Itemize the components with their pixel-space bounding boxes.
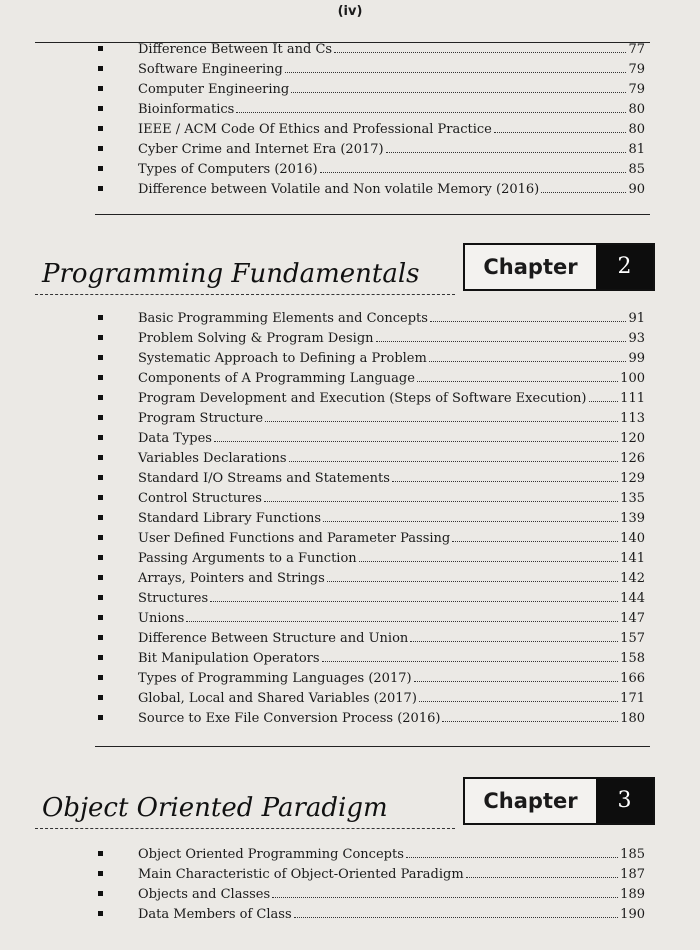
entry-page: 99 — [628, 351, 645, 366]
entry-title: Data Members of Class — [138, 907, 292, 922]
entry-title: Arrays, Pointers and Strings — [138, 571, 325, 586]
bullet-icon — [98, 871, 103, 876]
chapter-title: Object Oriented Paradigm — [42, 793, 388, 823]
entry-title: Program Structure — [138, 411, 264, 426]
bullet-icon — [98, 335, 103, 340]
entry-page: 140 — [620, 531, 645, 546]
chapter-title: Programming Fundamentals — [42, 259, 420, 289]
bullet-icon — [98, 555, 103, 560]
bullet-icon — [98, 375, 103, 380]
bullet-icon — [98, 166, 103, 171]
entry-page: 158 — [620, 651, 645, 666]
dot-leader — [417, 367, 618, 382]
toc-entry — [0, 158, 700, 178]
bullet-icon — [98, 455, 103, 460]
dot-leader — [322, 647, 619, 662]
entry-title: Components of A Programming Language — [138, 371, 415, 386]
entry-page: 190 — [620, 907, 645, 922]
entry-page: 187 — [620, 867, 645, 882]
dot-leader — [210, 587, 618, 602]
dot-leader — [289, 447, 619, 462]
toc-entry — [0, 118, 700, 138]
entry-title: Main Characteristic of Object-Oriented Paradigm — [138, 867, 464, 882]
dot-leader — [272, 883, 618, 898]
chapter-number: 2 — [596, 245, 653, 289]
dot-leader — [442, 707, 618, 722]
entry-title: Passing Arguments to a Function — [138, 551, 357, 566]
entry-page: 93 — [628, 331, 645, 346]
entry-page: 157 — [620, 631, 645, 646]
entry-page: 100 — [620, 371, 645, 386]
entry-title: Difference Between Structure and Union — [138, 631, 409, 646]
chapter-badge — [463, 243, 655, 291]
entry-page: 139 — [620, 511, 645, 526]
dot-leader — [466, 863, 619, 878]
bullet-icon — [98, 535, 103, 540]
toc-entry — [0, 667, 700, 687]
entry-page: 90 — [628, 182, 645, 197]
toc-entry — [0, 863, 700, 883]
entry-page: 80 — [628, 102, 645, 117]
entry-title: Standard Library Functions — [138, 511, 322, 526]
toc-entry — [0, 547, 700, 567]
entry-page: 113 — [620, 411, 645, 426]
toc-list-chapter-3 — [0, 843, 700, 923]
bullet-icon — [98, 911, 103, 916]
dot-leader — [386, 138, 627, 153]
entry-page: 79 — [628, 82, 645, 97]
toc-entry — [0, 507, 700, 527]
entry-title: Types of Computers (2016) — [138, 162, 318, 177]
dot-leader — [589, 387, 619, 402]
bullet-icon — [98, 851, 103, 856]
dot-leader — [359, 547, 619, 562]
dot-leader — [452, 527, 618, 542]
toc-entry — [0, 587, 700, 607]
chapter-label: Chapter — [483, 789, 578, 813]
entry-title: Objects and Classes — [138, 887, 271, 902]
section-divider — [95, 746, 650, 747]
bullet-icon — [98, 106, 103, 111]
dot-leader — [429, 347, 627, 362]
toc-list-chapter-1 — [0, 38, 700, 198]
entry-page: 180 — [620, 711, 645, 726]
entry-page: 135 — [620, 491, 645, 506]
toc-entry — [0, 607, 700, 627]
entry-title: Difference between Volatile and Non volatile Memory (2016) — [138, 182, 540, 197]
toc-entry — [0, 467, 700, 487]
entry-title: Data Types — [138, 431, 212, 446]
entry-page: 111 — [620, 391, 645, 406]
toc-entry — [0, 567, 700, 587]
toc-entry — [0, 387, 700, 407]
entry-title: Types of Programming Languages (2017) — [138, 671, 412, 686]
toc-entry — [0, 843, 700, 863]
entry-page: 147 — [620, 611, 645, 626]
entry-page: 141 — [620, 551, 645, 566]
entry-page: 80 — [628, 122, 645, 137]
entry-page: 189 — [620, 887, 645, 902]
bullet-icon — [98, 495, 103, 500]
entry-page: 126 — [620, 451, 645, 466]
entry-page: 79 — [628, 62, 645, 77]
entry-page: 81 — [628, 142, 645, 157]
entry-title: IEEE / ACM Code Of Ethics and Professional Practice — [138, 122, 492, 137]
toc-entry — [0, 347, 700, 367]
dashed-underline — [35, 828, 455, 829]
dot-leader — [186, 607, 618, 622]
dot-leader — [320, 158, 627, 173]
entry-page: 129 — [620, 471, 645, 486]
entry-page: 166 — [620, 671, 645, 686]
entry-title: Program Development and Execution (Steps of Software Execution) — [138, 391, 587, 406]
toc-entry — [0, 447, 700, 467]
bullet-icon — [98, 435, 103, 440]
bullet-icon — [98, 186, 103, 191]
entry-title: Bit Manipulation Operators — [138, 651, 320, 666]
chapter-number: 3 — [596, 779, 653, 823]
toc-entry — [0, 903, 700, 923]
dot-leader — [265, 407, 618, 422]
toc-list-chapter-2 — [0, 307, 700, 727]
dot-leader — [419, 687, 618, 702]
dot-leader — [410, 627, 618, 642]
bullet-icon — [98, 715, 103, 720]
toc-entry — [0, 687, 700, 707]
dot-leader — [494, 118, 627, 133]
dot-leader — [414, 667, 619, 682]
dashed-underline — [35, 294, 455, 295]
bullet-icon — [98, 655, 103, 660]
chapter-2-header — [0, 243, 700, 295]
bullet-icon — [98, 475, 103, 480]
entry-page: 85 — [628, 162, 645, 177]
toc-entry — [0, 407, 700, 427]
entry-title: Source to Exe File Conversion Process (2016) — [138, 711, 441, 726]
entry-title: Systematic Approach to Defining a Problem — [138, 351, 427, 366]
entry-page: 185 — [620, 847, 645, 862]
entry-title: Standard I/O Streams and Statements — [138, 471, 390, 486]
bullet-icon — [98, 126, 103, 131]
bullet-icon — [98, 355, 103, 360]
entry-page: 77 — [628, 42, 645, 57]
chapter-label: Chapter — [483, 255, 578, 279]
bullet-icon — [98, 675, 103, 680]
dot-leader — [214, 427, 618, 442]
dot-leader — [541, 178, 626, 193]
dot-leader — [430, 307, 627, 322]
toc-entry — [0, 707, 700, 727]
toc-entry — [0, 178, 700, 198]
dot-leader — [406, 843, 618, 858]
toc-entry — [0, 367, 700, 387]
entry-title: Structures — [138, 591, 209, 606]
toc-entry — [0, 58, 700, 78]
bullet-icon — [98, 615, 103, 620]
dot-leader — [327, 567, 618, 582]
dot-leader — [294, 903, 619, 918]
toc-entry — [0, 427, 700, 447]
entry-title: Global, Local and Shared Variables (2017) — [138, 691, 417, 706]
bullet-icon — [98, 315, 103, 320]
bullet-icon — [98, 415, 103, 420]
dot-leader — [236, 98, 626, 113]
bullet-icon — [98, 66, 103, 71]
entry-title: Control Structures — [138, 491, 262, 506]
bullet-icon — [98, 515, 103, 520]
entry-title: Unions — [138, 611, 185, 626]
entry-title: User Defined Functions and Parameter Passing — [138, 531, 451, 546]
bullet-icon — [98, 695, 103, 700]
toc-entry — [0, 327, 700, 347]
bullet-icon — [98, 595, 103, 600]
entry-title: Software Engineering — [138, 62, 283, 77]
chapter-badge — [463, 777, 655, 825]
entry-title: Object Oriented Programming Concepts — [138, 847, 404, 862]
toc-entry — [0, 647, 700, 667]
dot-leader — [285, 58, 627, 73]
bullet-icon — [98, 146, 103, 151]
dot-leader — [323, 507, 618, 522]
bullet-icon — [98, 46, 103, 51]
entry-title: Computer Engineering — [138, 82, 290, 97]
entry-page: 120 — [620, 431, 645, 446]
dot-leader — [291, 78, 626, 93]
toc-entry — [0, 98, 700, 118]
entry-page: 144 — [620, 591, 645, 606]
entry-title: Difference Between It and Cs — [138, 42, 333, 57]
toc-entry — [0, 138, 700, 158]
entry-title: Variables Declarations — [138, 451, 287, 466]
toc-entry — [0, 627, 700, 647]
bullet-icon — [98, 395, 103, 400]
chapter-3-header — [0, 777, 700, 829]
toc-entry — [0, 307, 700, 327]
toc-entry — [0, 487, 700, 507]
toc-entry — [0, 883, 700, 903]
page-number: (iv) — [337, 4, 363, 19]
bullet-icon — [98, 575, 103, 580]
dot-leader — [264, 487, 618, 502]
entry-page: 142 — [620, 571, 645, 586]
bullet-icon — [98, 891, 103, 896]
section-divider — [95, 214, 650, 215]
entry-title: Cyber Crime and Internet Era (2017) — [138, 142, 384, 157]
entry-title: Bioinformatics — [138, 102, 235, 117]
toc-entry — [0, 78, 700, 98]
entry-title: Basic Programming Elements and Concepts — [138, 311, 428, 326]
bullet-icon — [98, 635, 103, 640]
dot-leader — [392, 467, 618, 482]
entry-page: 91 — [628, 311, 645, 326]
entry-page: 171 — [620, 691, 645, 706]
toc-entry — [0, 527, 700, 547]
toc-entry — [0, 38, 700, 58]
dot-leader — [334, 38, 626, 53]
entry-title: Problem Solving & Program Design — [138, 331, 374, 346]
bullet-icon — [98, 86, 103, 91]
dot-leader — [376, 327, 627, 342]
